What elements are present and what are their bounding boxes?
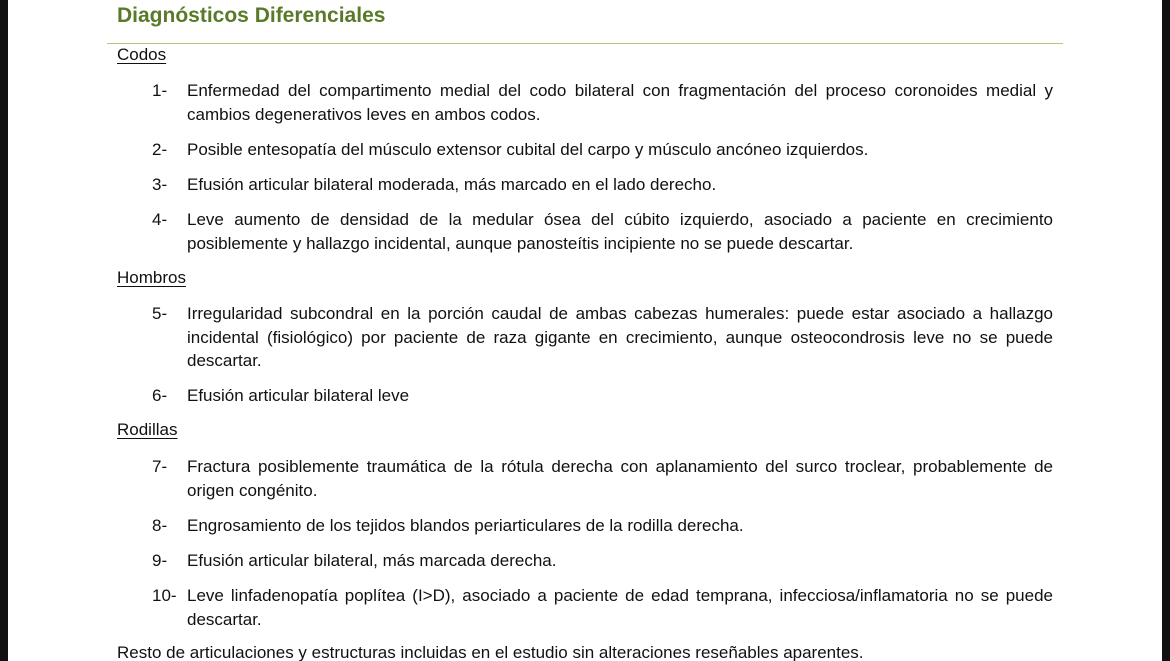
- document-title: Diagnósticos Diferenciales: [117, 4, 386, 27]
- item-number: 3-: [152, 175, 168, 194]
- item-number: 4-: [152, 210, 168, 229]
- title-divider: [107, 43, 1063, 44]
- document-page: [8, 0, 1162, 661]
- list-item: [152, 208, 1053, 255]
- section-heading-codos: Codos: [117, 45, 167, 64]
- list-item: [152, 302, 1053, 373]
- item-number: 8-: [152, 516, 168, 535]
- item-number: 6-: [152, 386, 168, 405]
- closing-remark: Resto de articulaciones y estructuras incluidas en el estudio sin alteraciones reseñables aparentes.: [117, 643, 864, 661]
- item-number: 1-: [152, 81, 168, 100]
- item-text: Engrosamiento de los tejidos blandos periarticulares de la rodilla derecha.: [187, 516, 744, 535]
- list-item: [152, 173, 1053, 197]
- item-text: Irregularidad subcondral en la porción caudal de ambas cabezas humerales: puede estar asociado a hallazgo incidental (fisiológico) por paciente de raza gigante en crecimiento, aunque osteocondrosis leve no se puede descartar.: [187, 304, 1053, 370]
- item-number: 7-: [152, 457, 168, 476]
- item-text: Posible entesopatía del músculo extensor cubital del carpo y músculo ancóneo izquierdos.: [187, 140, 869, 159]
- section-heading-hombros: Hombros: [117, 268, 186, 287]
- item-text: Leve linfadenopatía poplítea (I>D), asociado a paciente de edad temprana, infecciosa/inflamatoria no se puede descartar.: [187, 586, 1053, 629]
- item-number: 10-: [152, 586, 177, 605]
- item-text: Leve aumento de densidad de la medular ósea del cúbito izquierdo, asociado a paciente en crecimiento posiblemente y hallazgo incidental, aunque panosteítis incipiente no se puede descartar.: [187, 210, 1053, 253]
- left-screen-edge: [0, 0, 8, 661]
- list-item: [152, 549, 1053, 573]
- item-text: Efusión articular bilateral moderada, más marcado en el lado derecho.: [187, 175, 717, 194]
- list-item: [152, 384, 1053, 408]
- right-screen-edge: [1162, 0, 1170, 661]
- list-item: [152, 584, 1053, 631]
- item-number: 9-: [152, 551, 168, 570]
- list-item: [152, 138, 1053, 162]
- list-item: [152, 514, 1053, 538]
- item-text: Fractura posiblemente traumática de la rótula derecha con aplanamiento del surco troclear, probablemente de origen congénito.: [187, 457, 1053, 500]
- item-text: Efusión articular bilateral leve: [187, 386, 410, 405]
- item-text: Enfermedad del compartimento medial del codo bilateral con fragmentación del proceso coronoides medial y cambios degenerativos leves en ambos codos.: [187, 81, 1053, 124]
- section-heading-rodillas: Rodillas: [117, 420, 178, 439]
- list-item: [152, 79, 1053, 126]
- list-item: [152, 455, 1053, 502]
- item-number: 5-: [152, 304, 168, 323]
- item-number: 2-: [152, 140, 168, 159]
- item-text: Efusión articular bilateral, más marcada derecha.: [187, 551, 557, 570]
